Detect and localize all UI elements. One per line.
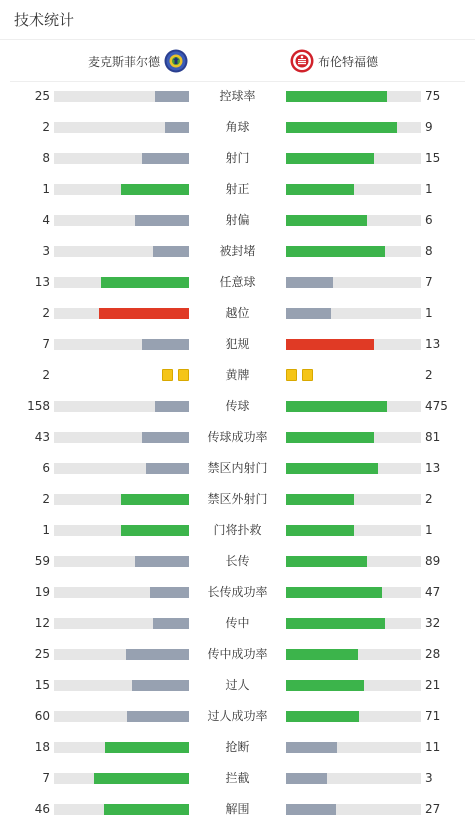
home-value: 7 — [42, 337, 50, 351]
away-bar-track — [286, 401, 421, 412]
away-bar-track — [286, 215, 421, 226]
stat-label: 禁区内射门 — [207, 461, 268, 475]
away-bar-track — [286, 587, 421, 598]
home-value: 60 — [34, 709, 50, 723]
away-bar-fill — [286, 618, 385, 629]
home-value: 7 — [42, 771, 50, 785]
stat-row — [0, 112, 475, 143]
home-value: 1 — [42, 182, 50, 196]
home-bar-track — [54, 649, 189, 660]
stat-row — [0, 515, 475, 546]
home-value: 15 — [34, 678, 50, 692]
stat-label: 过人 — [225, 678, 250, 692]
stat-label: 角球 — [225, 120, 250, 134]
stat-label: 传球成功率 — [207, 430, 268, 444]
home-bar-fill — [127, 711, 189, 722]
home-value: 12 — [34, 616, 50, 630]
home-value: 13 — [34, 275, 50, 289]
home-bar-fill — [132, 680, 189, 691]
home-bar-fill — [142, 339, 189, 350]
home-bar-track — [54, 401, 189, 412]
home-value: 25 — [34, 647, 50, 661]
home-bar-track — [54, 122, 189, 133]
away-value: 28 — [425, 647, 441, 661]
stat-row — [0, 205, 475, 236]
home-team-name: 麦克斯菲尔德 — [87, 54, 160, 69]
stat-row — [0, 298, 475, 329]
away-bar-track — [286, 339, 421, 350]
away-yellow-cards — [286, 369, 313, 381]
away-bar-track — [286, 463, 421, 474]
away-team[interactable] — [290, 48, 378, 74]
away-bar-fill — [286, 587, 382, 598]
away-value: 32 — [425, 616, 441, 630]
home-bar-track — [54, 494, 189, 505]
home-bar-fill — [99, 308, 189, 319]
home-bar-track — [54, 525, 189, 536]
home-bar-fill — [121, 184, 189, 195]
stat-row — [0, 794, 475, 825]
stat-row — [0, 236, 475, 267]
home-value: 59 — [34, 554, 50, 568]
away-value: 8 — [425, 244, 433, 258]
stat-label: 抢断 — [225, 740, 250, 754]
away-bar-track — [286, 308, 421, 319]
away-bar-fill — [286, 525, 354, 536]
away-bar-track — [286, 122, 421, 133]
home-bar-fill — [135, 215, 189, 226]
home-bar-track — [54, 277, 189, 288]
stat-label: 任意球 — [219, 275, 256, 289]
home-bar-fill — [155, 401, 189, 412]
home-bar-track — [54, 680, 189, 691]
home-value: 8 — [42, 151, 50, 165]
macclesfield-crest-icon — [164, 49, 188, 73]
home-bar-fill — [146, 463, 189, 474]
home-bar-track — [54, 773, 189, 784]
away-value: 47 — [425, 585, 441, 599]
away-bar-fill — [286, 153, 374, 164]
home-value: 18 — [34, 740, 50, 754]
away-bar-fill — [286, 556, 367, 567]
away-bar-track — [286, 618, 421, 629]
stat-label: 解围 — [225, 802, 250, 816]
home-bar-track — [54, 432, 189, 443]
away-team-name: 布伦特福德 — [318, 54, 379, 69]
away-value: 2 — [425, 492, 433, 506]
home-value: 4 — [42, 213, 50, 227]
away-bar-track — [286, 153, 421, 164]
home-value: 158 — [27, 399, 50, 413]
home-value: 43 — [34, 430, 50, 444]
home-bar-track — [54, 742, 189, 753]
away-value: 9 — [425, 120, 433, 134]
away-value: 2 — [425, 368, 433, 382]
stat-label: 长传 — [225, 554, 250, 568]
away-bar-track — [286, 773, 421, 784]
stat-label: 控球率 — [219, 89, 256, 103]
home-value: 2 — [42, 492, 50, 506]
away-bar-fill — [286, 215, 367, 226]
away-bar-fill — [286, 184, 354, 195]
away-bar-track — [286, 494, 421, 505]
stat-label: 传球 — [225, 399, 250, 413]
home-bar-fill — [153, 618, 189, 629]
stat-label: 传中 — [225, 616, 250, 630]
stat-label: 射门 — [225, 151, 250, 165]
home-value: 1 — [42, 523, 50, 537]
stat-row — [0, 422, 475, 453]
stat-row — [0, 763, 475, 794]
stat-row — [0, 639, 475, 670]
away-bar-fill — [286, 246, 385, 257]
stat-label: 射偏 — [225, 213, 250, 227]
stats-list — [0, 81, 475, 825]
home-value: 46 — [34, 802, 50, 816]
away-value: 13 — [425, 461, 441, 475]
home-value: 2 — [42, 368, 50, 382]
header — [0, 0, 475, 40]
away-value: 15 — [425, 151, 441, 165]
yellow-card-icon — [162, 369, 173, 381]
away-bar-fill — [286, 773, 327, 784]
yellow-card-icon — [178, 369, 189, 381]
away-bar-track — [286, 680, 421, 691]
stat-row — [0, 143, 475, 174]
away-bar-fill — [286, 742, 337, 753]
away-bar-fill — [286, 494, 354, 505]
home-bar-fill — [165, 122, 189, 133]
away-bar-fill — [286, 649, 358, 660]
home-bar-fill — [142, 153, 189, 164]
page-title: 技术统计 — [14, 11, 75, 29]
stat-row — [0, 732, 475, 763]
away-bar-track — [286, 432, 421, 443]
home-bar-track — [54, 711, 189, 722]
away-bar-fill — [286, 339, 374, 350]
home-yellow-cards — [162, 369, 189, 381]
stat-row — [0, 546, 475, 577]
stat-row — [0, 701, 475, 732]
stat-label: 过人成功率 — [207, 709, 268, 723]
home-bar-track — [54, 153, 189, 164]
away-value: 1 — [425, 306, 433, 320]
home-bar-fill — [104, 804, 189, 815]
away-value: 71 — [425, 709, 441, 723]
away-value: 21 — [425, 678, 441, 692]
away-bar-fill — [286, 463, 378, 474]
away-value: 7 — [425, 275, 433, 289]
away-value: 475 — [425, 399, 448, 413]
home-bar-track — [54, 246, 189, 257]
stat-row — [0, 484, 475, 515]
home-team[interactable] — [88, 48, 188, 74]
away-bar-track — [286, 277, 421, 288]
away-bar-fill — [286, 308, 331, 319]
away-bar-track — [286, 525, 421, 536]
stat-label: 拦截 — [225, 771, 250, 785]
home-bar-fill — [135, 556, 189, 567]
away-bar-track — [286, 556, 421, 567]
away-bar-track — [286, 184, 421, 195]
home-bar-fill — [121, 494, 189, 505]
stat-row — [0, 670, 475, 701]
home-bar-fill — [121, 525, 189, 536]
away-value: 1 — [425, 523, 433, 537]
stat-label: 禁区外射门 — [207, 492, 268, 506]
stat-row — [0, 81, 475, 112]
away-value: 89 — [425, 554, 441, 568]
brentford-crest-icon — [290, 49, 314, 73]
home-bar-track — [54, 463, 189, 474]
stat-row — [0, 360, 475, 391]
away-bar-fill — [286, 711, 359, 722]
home-bar-track — [54, 184, 189, 195]
home-bar-fill — [126, 649, 189, 660]
home-bar-track — [54, 556, 189, 567]
away-bar-track — [286, 246, 421, 257]
away-bar-fill — [286, 401, 387, 412]
home-bar-track — [54, 804, 189, 815]
away-bar-fill — [286, 277, 333, 288]
home-bar-track — [54, 587, 189, 598]
teams-row — [10, 40, 465, 82]
home-bar-fill — [94, 773, 189, 784]
stat-label: 传中成功率 — [207, 647, 268, 661]
away-bar-track — [286, 742, 421, 753]
away-value: 27 — [425, 802, 441, 816]
home-bar-track — [54, 339, 189, 350]
away-value: 6 — [425, 213, 433, 227]
away-bar-fill — [286, 432, 374, 443]
home-value: 25 — [34, 89, 50, 103]
home-bar-fill — [150, 587, 189, 598]
away-value: 1 — [425, 182, 433, 196]
home-bar-fill — [155, 91, 189, 102]
home-bar-fill — [153, 246, 189, 257]
away-value: 11 — [425, 740, 441, 754]
home-bar-fill — [142, 432, 189, 443]
home-value: 3 — [42, 244, 50, 258]
stat-row — [0, 391, 475, 422]
stat-row — [0, 453, 475, 484]
stat-row — [0, 267, 475, 298]
away-bar-track — [286, 649, 421, 660]
away-bar-fill — [286, 680, 364, 691]
away-bar-fill — [286, 122, 397, 133]
away-value: 81 — [425, 430, 441, 444]
away-value: 75 — [425, 89, 441, 103]
stat-label: 黄牌 — [225, 368, 250, 382]
away-bar-fill — [286, 91, 387, 102]
home-bar-track — [54, 215, 189, 226]
yellow-card-icon — [302, 369, 313, 381]
away-bar-track — [286, 804, 421, 815]
home-bar-track — [54, 91, 189, 102]
stat-label: 越位 — [225, 306, 250, 320]
away-bar-track — [286, 711, 421, 722]
away-bar-fill — [286, 804, 336, 815]
stat-label: 犯规 — [225, 337, 250, 351]
home-value: 19 — [34, 585, 50, 599]
stat-row — [0, 608, 475, 639]
home-value: 2 — [42, 306, 50, 320]
yellow-card-icon — [286, 369, 297, 381]
away-bar-track — [286, 91, 421, 102]
stat-label: 射正 — [225, 182, 250, 196]
home-value: 6 — [42, 461, 50, 475]
away-value: 3 — [425, 771, 433, 785]
home-value: 2 — [42, 120, 50, 134]
stat-label: 门将扑救 — [213, 523, 262, 537]
stat-label: 被封堵 — [219, 244, 256, 258]
home-bar-track — [54, 618, 189, 629]
stat-row — [0, 174, 475, 205]
stat-row — [0, 577, 475, 608]
stat-row — [0, 329, 475, 360]
home-bar-fill — [101, 277, 189, 288]
home-bar-fill — [105, 742, 189, 753]
home-bar-track — [54, 308, 189, 319]
away-value: 13 — [425, 337, 441, 351]
stat-label: 长传成功率 — [207, 585, 268, 599]
